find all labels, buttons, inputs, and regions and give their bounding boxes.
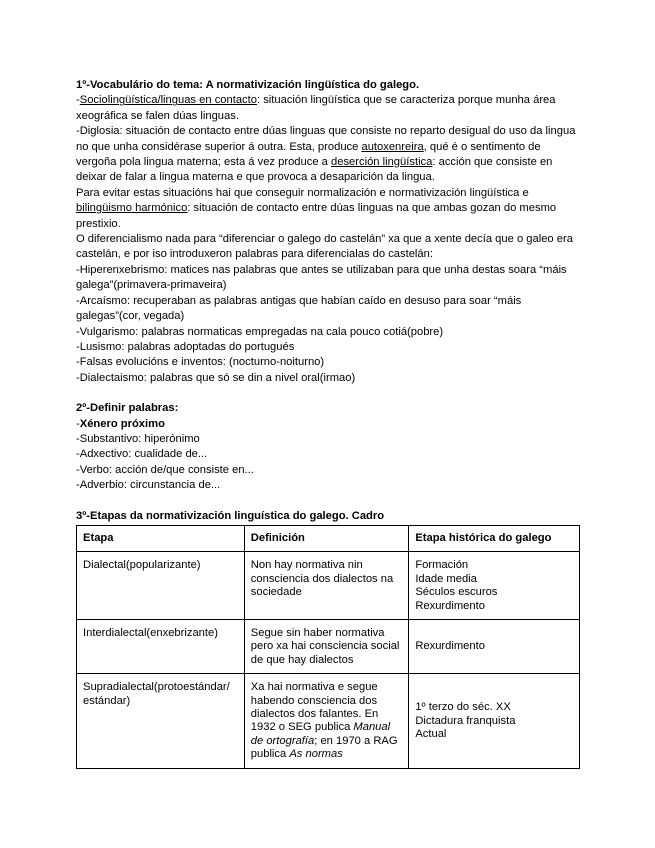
cell-etapa: Interdialectal(enxebrizante) [77, 620, 245, 674]
header-definicion: Definición [244, 525, 409, 551]
as-normas-title: As normas [289, 748, 343, 761]
bilinguismo-term: bilingüismo harmónico [76, 202, 188, 215]
vocab-item: -Hiperenxebrismo: matices nas palabras que antes se utilizaban para que unha destas soara “máis galega”(primavera-primaveira) [76, 263, 567, 292]
xenero-line: -Xénero próximo [76, 417, 165, 430]
table-row [77, 552, 580, 620]
cell-etapa: Dialectal(popularizante) [77, 552, 245, 620]
definicion-text-c: ; en 1970 a RAG publica [250, 734, 398, 761]
diglosia-text: -Diglosia: situación de contacto entre dúas linguas que consiste no reparto desigual do uso da lingua no que unha considérase superior á outra. Esta, produce [76, 125, 576, 153]
diferencialismo-paragraph: O diferencialismo nada para “diferenciar o galego do castelán” xa que a xente decía que o galeo era castelán, e por iso introduxeron palabras para diferencialas do castelán: [76, 233, 573, 261]
cell-definicion: Segue sin haber normativa pero xa hai consciencia social de que hay dialectos [244, 620, 409, 674]
bilinguismo-definition: : situación de contacto entre dúas linguas na que ambas gozan do mesmo prestixio. [76, 202, 557, 230]
sociolinguistica-term: Sociolingüística/linguas en contacto [79, 94, 257, 107]
header-etapa-historica: Etapa histórica do galego [409, 525, 580, 551]
para-evitar-text: Para evitar estas situacións hai que conseguir normalización e normativización lingüística e [76, 186, 529, 199]
spacer [76, 386, 580, 401]
xenero-proximo: Xénero próximo [79, 417, 165, 430]
table-row [77, 620, 580, 674]
cell-historica [409, 620, 580, 674]
cell-historica [409, 552, 580, 620]
definir-item: -Verbo: acción de/que consiste en... [76, 463, 254, 476]
spacer [76, 494, 580, 509]
vocab-item: -Dialectaismo: palabras que só se din a nivel oral(irmao) [76, 371, 356, 384]
diglosia-paragraph [76, 124, 580, 186]
historica-line: Dictadura franquista [415, 714, 516, 727]
sociolinguistica-paragraph: -Sociolingüística/linguas en contacto: situación lingüística que se caracteriza porque munha área xeográfica se falen dúas linguas. [76, 94, 556, 122]
sociolinguistica-definition: : situación lingüística que se caracteriza porque munha área xeográfica se falen dúas linguas. [76, 94, 556, 122]
historica-line: Actual [415, 728, 447, 741]
manual-ortografia-title: Manual de ortografía [250, 721, 391, 747]
table-header-row [77, 525, 580, 551]
historica-line: Idade media [415, 572, 477, 585]
vocab-item: -Arcaísmo: recuperaban as palabras antigas que habían caído en desuso para soar “máis galegas”(cor, vegada) [76, 294, 522, 323]
etapas-table [76, 525, 580, 769]
definir-item: -Adxectivo: cualidade de... [76, 448, 208, 461]
definicion-text-a: Xa hai normativa e segue habendo consciencia dos dialectos dos falantes. En 1932 o SEG publica [250, 681, 379, 734]
section3-heading: 3º-Etapas da normativización linguística do galego. Cadro [76, 509, 385, 522]
cell-definicion: Non hay normativa nin consciencia dos dialectos na sociedade [244, 552, 409, 620]
historica-line: 1º terzo do séc. XX [415, 701, 511, 714]
cell-historica [409, 674, 580, 768]
definir-item: -Substantivo: hiperónimo [76, 432, 200, 445]
vocab-item: -Lusismo: palabras adoptadas do portugués [76, 340, 295, 353]
historica-line: Formación [415, 559, 469, 572]
document-page [76, 78, 580, 769]
autoxenreira-term: autoxenreira [361, 140, 424, 153]
cell-etapa: Supradialectal(protoestándar/ estándar) [77, 674, 245, 768]
vocab-item: -Falsas evolucións e inventos: (nocturno-noiturno) [76, 356, 325, 369]
desercion-term: deserción lingüística [331, 156, 433, 169]
historica-line: Séculos escuros [415, 586, 498, 599]
table-row [77, 674, 580, 768]
section1-heading: 1º-Vocabulário do tema: A normativización lingüística do galego. [76, 79, 420, 91]
historica-line: Rexurdimento [415, 599, 485, 612]
bilinguismo-paragraph [76, 186, 580, 232]
historica-line: Rexurdimento [415, 640, 485, 653]
cell-definicion [244, 674, 409, 768]
vocab-item: -Vulgarismo: palabras normaticas empregadas na cala pouco cotiá(pobre) [76, 325, 444, 338]
diglosia-text-2: , qué é o sentimento de vergoña pola lingua materna; esta á vez produce a [76, 140, 541, 169]
definir-item: -Adverbio: circunstancia de... [76, 479, 221, 492]
section2-heading: 2º-Definir palabras: [76, 402, 179, 415]
diglosia-text-3: : acción que consiste en deixar de falar a lingua materna e que provoca a desaparición da lingua. [76, 156, 553, 184]
header-etapa: Etapa [77, 525, 245, 551]
